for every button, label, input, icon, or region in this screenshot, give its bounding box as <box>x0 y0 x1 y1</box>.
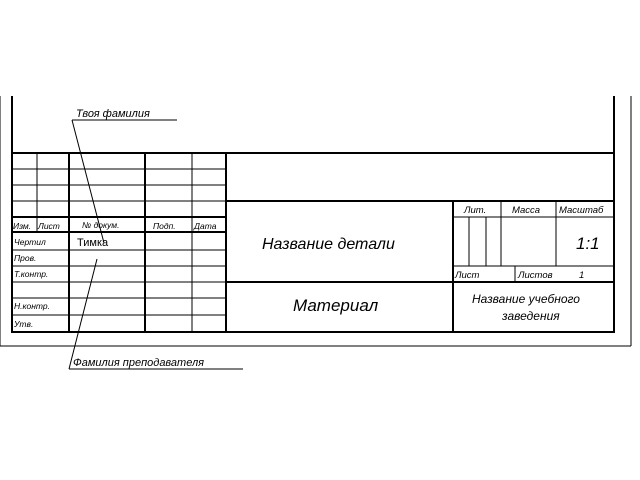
header-list: Лист <box>38 221 60 231</box>
sheet-label: Лист <box>455 270 480 281</box>
role-norm-control: Н.контр. <box>14 301 50 311</box>
material: Материал <box>293 296 379 315</box>
sheets-label: Листов <box>518 270 553 281</box>
institution-line2: заведения <box>502 309 560 323</box>
mass-label: Масса <box>512 205 541 216</box>
role-approved: Утв. <box>14 319 34 329</box>
role-tech-control: Т.контр. <box>14 269 49 279</box>
header-date: Дата <box>194 221 217 231</box>
sheets-count: 1 <box>579 270 585 281</box>
annotation-bottom-text: Фамилия преподавателя <box>73 357 205 369</box>
header-sign: Подп. <box>153 221 176 231</box>
header-izm: Изм. <box>13 221 32 231</box>
role-checked: Пров. <box>14 253 37 263</box>
role-drawn: Чертил <box>14 237 46 247</box>
lit-label: Лит. <box>464 205 487 216</box>
annotation-bottom <box>69 259 243 369</box>
annotation-top-text: Твоя фамилия <box>76 108 150 120</box>
part-name: Название детали <box>262 236 395 253</box>
drawn-by-name: Тимка <box>77 237 109 249</box>
institution-line1: Название учебного <box>472 292 580 306</box>
header-doc-no: № докум. <box>82 220 120 230</box>
scale-value: 1:1 <box>576 234 600 253</box>
scale-label: Масштаб <box>559 205 604 216</box>
